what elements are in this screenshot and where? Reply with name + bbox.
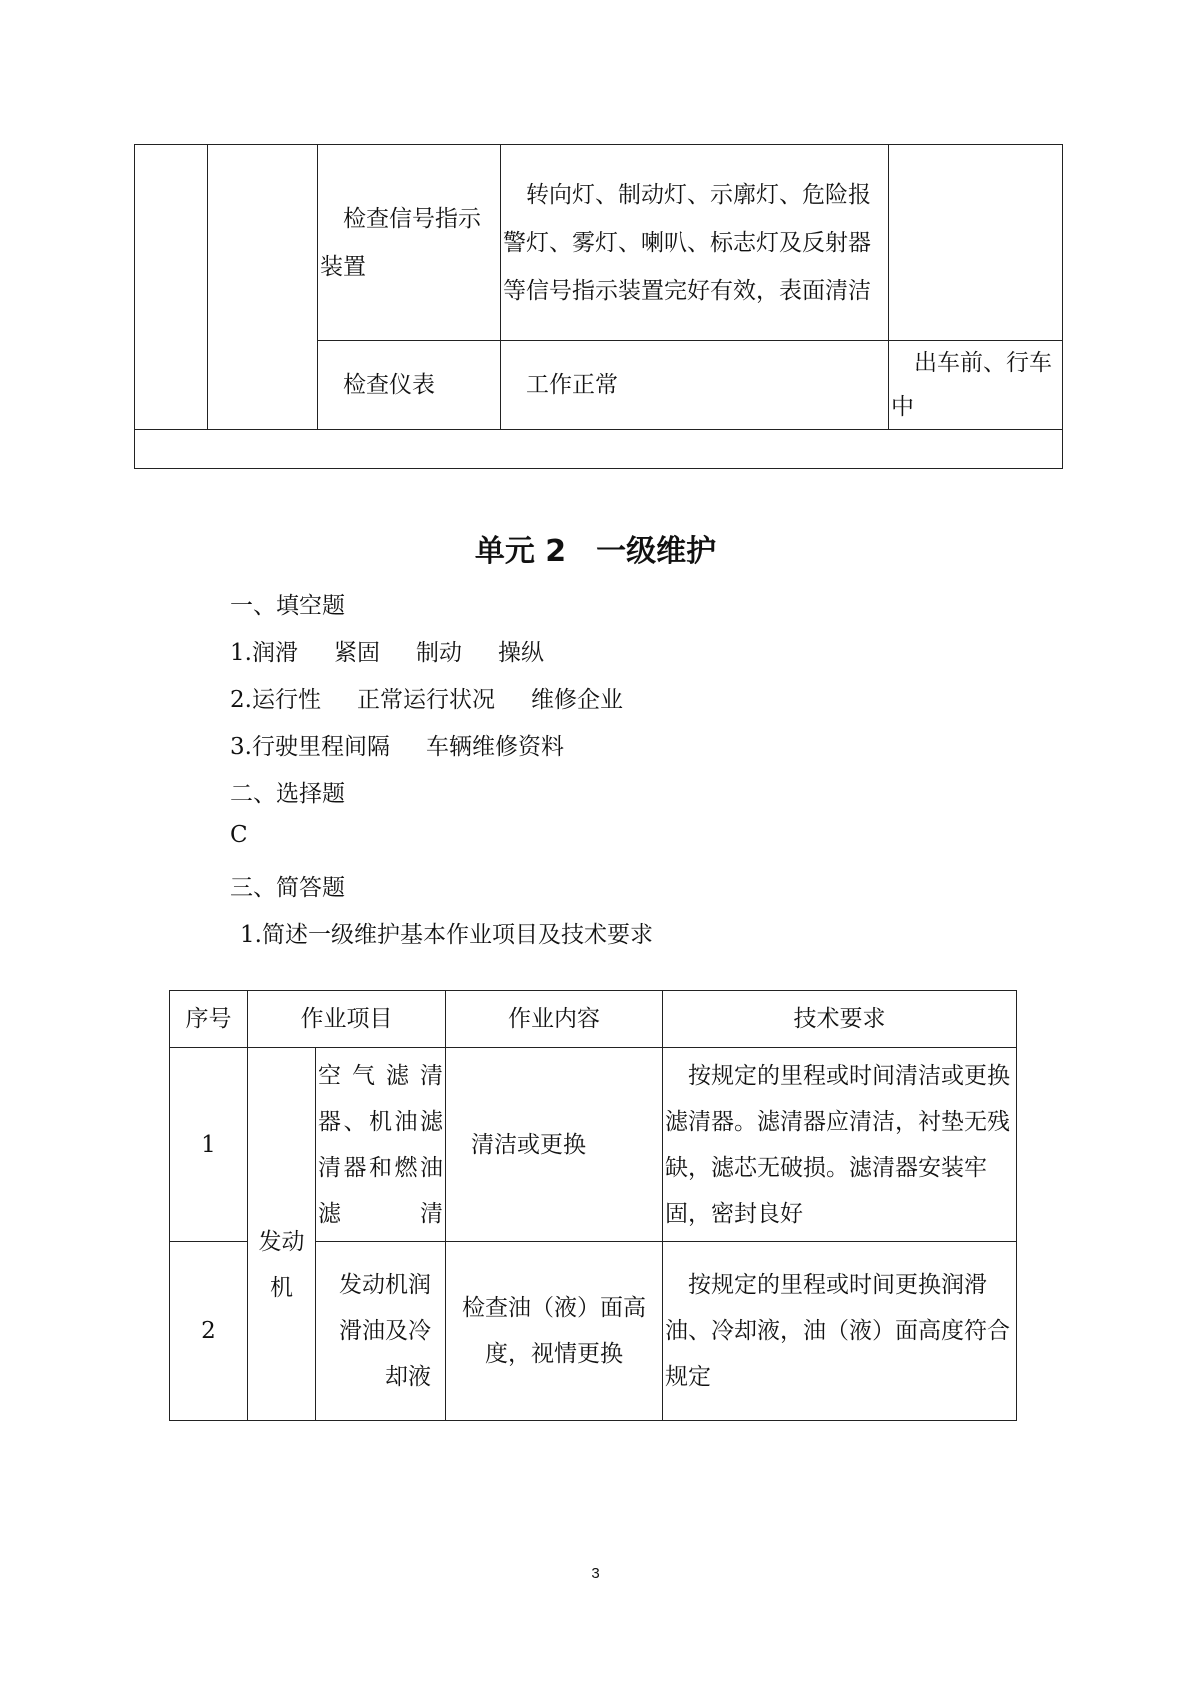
answer: 车辆维修资料 bbox=[425, 734, 564, 760]
row-number: 1 bbox=[170, 1048, 248, 1242]
maintenance-table bbox=[169, 990, 1017, 1421]
answer: 制动 bbox=[415, 640, 462, 666]
question-number: 2. bbox=[230, 687, 252, 713]
item-cell: 检查信号指示装置 bbox=[318, 145, 501, 341]
header-content: 作业内容 bbox=[446, 991, 663, 1048]
page-number: 3 bbox=[591, 1565, 600, 1582]
short-answer-question: 1.简述一级维护基本作业项目及技术要求 bbox=[240, 922, 653, 948]
answer-line-1 bbox=[230, 634, 544, 667]
header-no: 序号 bbox=[170, 991, 248, 1048]
group-cell: 发动机 bbox=[248, 1048, 316, 1421]
item-cell: 检查仪表 bbox=[318, 341, 501, 430]
empty-cell bbox=[135, 145, 208, 430]
requirement-cell: 按规定的里程或时间更换润滑油、冷却液，油（液）面高度符合规定 bbox=[663, 1242, 1017, 1421]
header-item: 作业项目 bbox=[248, 991, 446, 1048]
answer: 维修企业 bbox=[530, 687, 623, 713]
empty-cell bbox=[208, 145, 318, 430]
short-answer-heading: 三、简答题 bbox=[230, 875, 345, 901]
content-cell: 工作正常 bbox=[501, 341, 889, 430]
question-number: 1. bbox=[230, 640, 252, 666]
question-number: 3. bbox=[230, 734, 252, 760]
item-cell: 空气滤清器、机油滤清器和燃油滤清 bbox=[316, 1048, 446, 1242]
section-title: 单元 2 一级维护 bbox=[474, 534, 717, 569]
answer: 操纵 bbox=[497, 640, 544, 666]
header-requirement: 技术要求 bbox=[663, 991, 1017, 1048]
fill-blank-heading: 一、填空题 bbox=[230, 593, 345, 619]
choice-answer: C bbox=[230, 822, 248, 848]
answer: 正常运行状况 bbox=[356, 687, 495, 713]
content-cell: 转向灯、制动灯、示廓灯、危险报警灯、雾灯、喇叭、标志灯及反射器等信号指示装置完好有效，表面清洁 bbox=[501, 145, 889, 341]
row-number: 2 bbox=[170, 1242, 248, 1421]
continuation-table bbox=[134, 144, 1063, 469]
answer: 润滑 bbox=[251, 640, 298, 666]
content-cell: 清洁或更换 bbox=[446, 1048, 663, 1242]
choice-heading: 二、选择题 bbox=[230, 781, 345, 807]
content-cell: 检查油（液）面高度，视情更换 bbox=[446, 1242, 663, 1421]
time-cell: 出车前、行车中 bbox=[889, 341, 1063, 430]
answer-line-3 bbox=[230, 728, 564, 761]
answer: 行驶里程间隔 bbox=[251, 734, 390, 760]
requirement-cell: 按规定的里程或时间清洁或更换滤清器。滤清器应清洁，衬垫无残缺，滤芯无破损。滤清器安装牢固，密封良好 bbox=[663, 1048, 1017, 1242]
answer: 紧固 bbox=[333, 640, 380, 666]
answer: 运行性 bbox=[251, 687, 321, 713]
time-cell bbox=[889, 145, 1063, 341]
empty-row bbox=[135, 430, 1063, 469]
answer-line-2 bbox=[230, 681, 623, 714]
item-cell: 发动机润滑油及冷却液 bbox=[316, 1242, 446, 1421]
